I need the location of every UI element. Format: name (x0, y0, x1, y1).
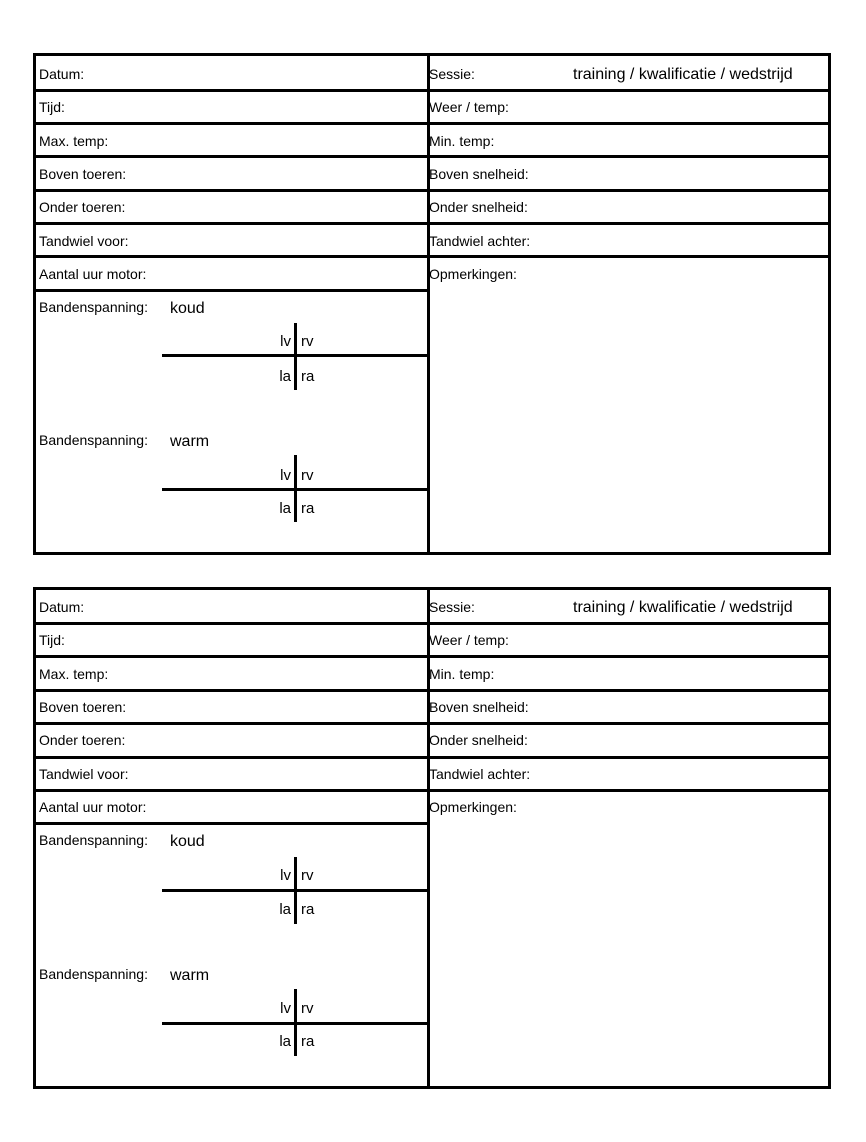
bandenspanning-label: Bandenspanning: (39, 832, 148, 848)
column-divider (427, 56, 430, 552)
row-divider (36, 289, 427, 292)
row-divider (36, 122, 828, 125)
datum-label: Datum: (39, 599, 85, 615)
session-form-2 (33, 587, 831, 1089)
tandwiel-achter-label: Tandwiel achter: (429, 233, 531, 249)
onder-toeren-label: Onder toeren: (39, 199, 126, 215)
boven-snelheid-label: Boven snelheid: (429, 699, 529, 715)
tire-lv-label: lv (280, 1000, 291, 1017)
tire-ra-label: ra (301, 368, 315, 385)
onder-snelheid-label: Onder snelheid: (429, 732, 528, 748)
koud-label: koud (170, 833, 205, 850)
warm-label: warm (170, 433, 210, 450)
tandwiel-voor-label: Tandwiel voor: (39, 766, 129, 782)
row-divider (36, 655, 828, 658)
max-temp-label: Max. temp: (39, 666, 109, 682)
row-divider (36, 622, 828, 625)
sessie-options: training / kwalificatie / wedstrijd (573, 66, 793, 83)
row-divider (36, 89, 828, 92)
sessie-label: Sessie: (429, 599, 475, 615)
tire-cross-horizontal (162, 889, 427, 892)
sessie-label: Sessie: (429, 66, 475, 82)
row-divider (36, 689, 828, 692)
boven-snelheid-label: Boven snelheid: (429, 166, 529, 182)
column-divider (427, 590, 430, 1086)
tijd-label: Tijd: (39, 632, 65, 648)
tire-cross-horizontal (162, 1022, 427, 1025)
tire-ra-label: ra (301, 901, 315, 918)
tire-cross-horizontal (162, 354, 427, 357)
aantal-uur-motor-label: Aantal uur motor: (39, 799, 147, 815)
tire-la-label: la (279, 1033, 291, 1050)
opmerkingen-label: Opmerkingen: (429, 799, 517, 815)
row-divider (36, 255, 828, 258)
tire-ra-label: ra (301, 500, 315, 517)
sessie-options: training / kwalificatie / wedstrijd (573, 599, 793, 616)
row-divider (36, 155, 828, 158)
bandenspanning-label: Bandenspanning: (39, 299, 148, 315)
boven-toeren-label: Boven toeren: (39, 166, 127, 182)
row-divider (36, 789, 828, 792)
row-divider (36, 822, 427, 825)
tandwiel-achter-label: Tandwiel achter: (429, 766, 531, 782)
boven-toeren-label: Boven toeren: (39, 699, 127, 715)
row-divider (36, 756, 828, 759)
row-divider (36, 189, 828, 192)
tire-cross-horizontal (162, 488, 427, 491)
bandenspanning-label: Bandenspanning: (39, 432, 148, 448)
min-temp-label: Min. temp: (429, 133, 495, 149)
tire-ra-label: ra (301, 1033, 315, 1050)
tire-lv-label: lv (280, 867, 291, 884)
tire-rv-label: rv (301, 333, 314, 350)
tandwiel-voor-label: Tandwiel voor: (39, 233, 129, 249)
min-temp-label: Min. temp: (429, 666, 495, 682)
onder-toeren-label: Onder toeren: (39, 732, 126, 748)
tire-la-label: la (279, 500, 291, 517)
tijd-label: Tijd: (39, 99, 65, 115)
weer-label: Weer / temp: (429, 99, 509, 115)
tire-la-label: la (279, 901, 291, 918)
tire-rv-label: rv (301, 467, 314, 484)
session-form-1 (33, 53, 831, 555)
onder-snelheid-label: Onder snelheid: (429, 199, 528, 215)
warm-label: warm (170, 967, 210, 984)
weer-label: Weer / temp: (429, 632, 509, 648)
datum-label: Datum: (39, 66, 85, 82)
koud-label: koud (170, 300, 205, 317)
row-divider (36, 222, 828, 225)
aantal-uur-motor-label: Aantal uur motor: (39, 266, 147, 282)
opmerkingen-label: Opmerkingen: (429, 266, 517, 282)
tire-lv-label: lv (280, 467, 291, 484)
tire-lv-label: lv (280, 333, 291, 350)
tire-la-label: la (279, 368, 291, 385)
max-temp-label: Max. temp: (39, 133, 109, 149)
bandenspanning-label: Bandenspanning: (39, 966, 148, 982)
row-divider (36, 722, 828, 725)
tire-rv-label: rv (301, 867, 314, 884)
tire-rv-label: rv (301, 1000, 314, 1017)
